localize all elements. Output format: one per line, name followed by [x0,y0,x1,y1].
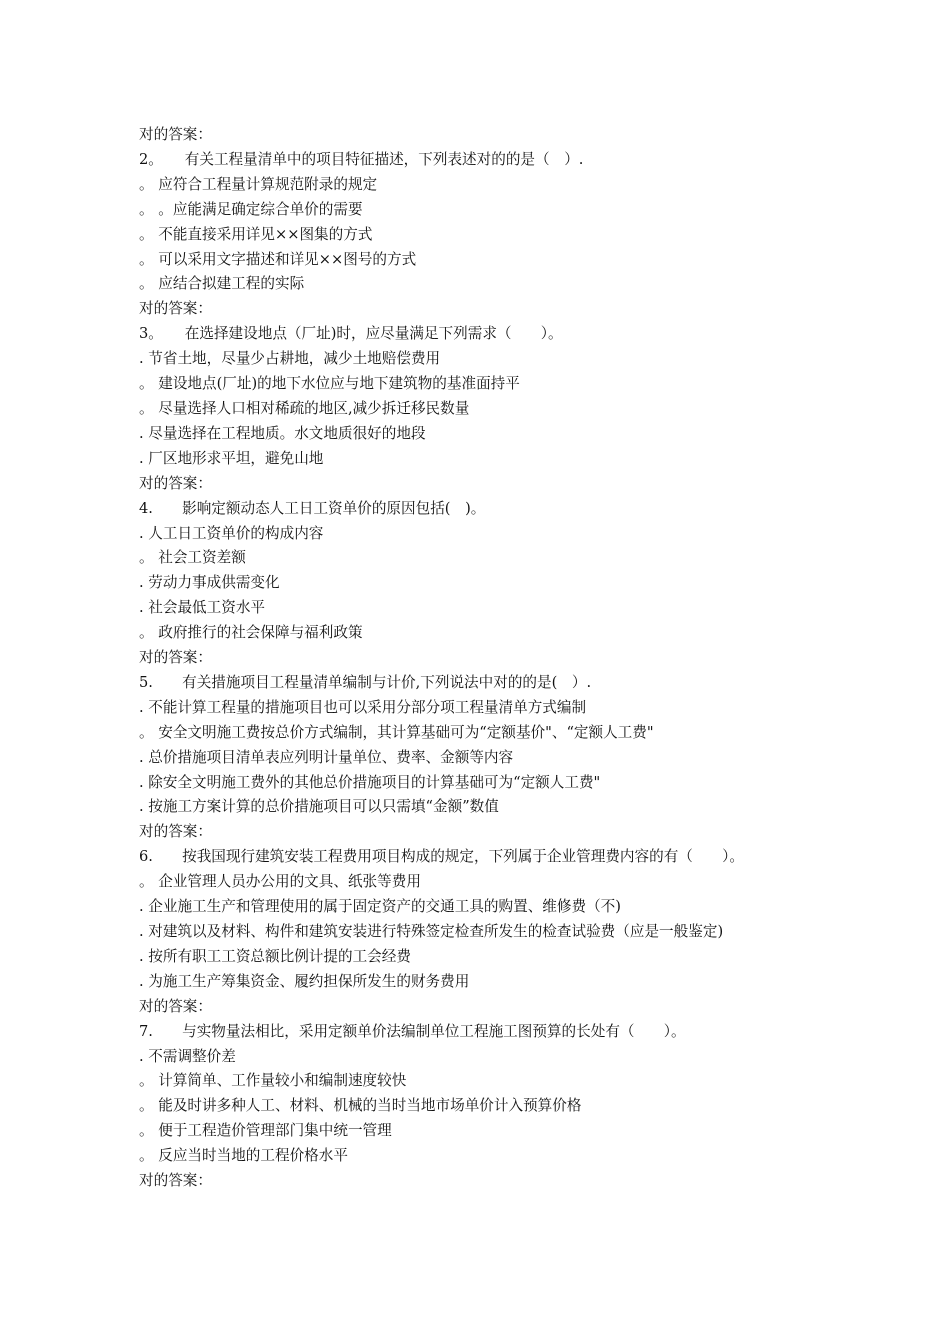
question-7-option: 。 计算简单、工作量较小和编制速度较快 [139,1072,407,1090]
question-3-option: . 节省土地，尽量少占耕地，减少土地赔偿费用 [139,350,441,368]
question-2-option: 。 可以采用文字描述和详见××图号的方式 [139,250,417,268]
question-4-option: 。 社会工资差额 [139,549,246,567]
question-7-option: 。 便于工程造价管理部门集中统一管理 [139,1122,392,1140]
question-7-option: . 不需调整价差 [139,1047,236,1065]
answer-label: 对的答案： [139,300,212,318]
question-6-option: 。 企业管理人员办公用的文具、纸张等费用 [139,873,421,891]
question-2: 2。 有关工程量清单中的项目特征描述，下列表述对的的是（ ）. [139,150,584,168]
answer-label: 对的答案： [139,997,212,1015]
question-5: 5. 有关措施项目工程量清单编制与计价,下列说法中对的的是( ）. [139,673,592,691]
question-4-option: . 人工日工资单价的构成内容 [139,524,324,542]
question-2-option: 。 不能直接采用详见××图集的方式 [139,225,373,243]
document-body [139,123,819,1194]
question-4-option: . 劳动力事成供需变化 [139,574,280,592]
question-5-option: . 不能计算工程量的措施项目也可以采用分部分项工程量清单方式编制 [139,698,587,716]
question-6-option: . 为施工生产筹集资金、履约担保所发生的财务费用 [139,972,470,990]
question-3-option: . 厂区地形求平坦，避免山地 [139,449,324,467]
question-6-option: . 对建筑以及材料、构件和建筑安装进行特殊签定检查所发生的检查试验费（应是一般鉴定) [139,923,724,940]
answer-label: 对的答案： [139,1172,212,1190]
question-4-option: 。 政府推行的社会保障与福利政策 [139,624,363,642]
question-2-option: 。 。应能满足确定综合单价的需要 [139,200,363,218]
question-5-option: 。 安全文明施工费按总价方式编制，其计算基础可为“定额基价"、“定额人工费" [139,723,654,741]
question-5-option: . 除安全文明施工费外的其他总价措施项目的计算基础可为“定额人工费" [139,773,601,791]
answer-label: 对的答案： [139,126,212,143]
question-3: 3。 在选择建设地点（厂址)时，应尽量满足下列需求（ ）。 [139,325,563,343]
question-7: 7. 与实物量法相比，采用定额单价法编制单位工程施工图预算的长处有（ ）。 [139,1022,686,1040]
question-4: 4. 影响定额动态人工日工资单价的原因包括( )。 [139,499,486,517]
question-7-option: 。 能及时讲多种人工、材料、机械的当时当地市场单价计入预算价格 [139,1097,582,1115]
question-4-option: . 社会最低工资水平 [139,599,266,617]
question-6-option: . 按所有职工工资总额比例计提的工会经费 [139,947,411,965]
question-3-option: . 尽量选择在工程地质。水文地质很好的地段 [139,424,426,442]
answer-label: 对的答案： [139,823,212,841]
question-5-option: . 总价措施项目清单表应列明计量单位、费率、金额等内容 [139,748,514,766]
answer-label: 对的答案： [139,649,212,667]
question-5-option: . 按施工方案计算的总价措施项目可以只需填“金额”数值 [139,798,499,816]
question-7-option: 。 反应当时当地的工程价格水平 [139,1147,348,1165]
question-2-option: 。 应符合工程量计算规范附录的规定 [139,175,378,193]
question-2-option: 。 应结合拟建工程的实际 [139,275,305,293]
question-3-option: 。 建设地点(厂址)的地下水位应与地下建筑物的基准面持平 [139,375,520,393]
answer-label: 对的答案： [139,474,212,492]
question-6-option: . 企业施工生产和管理使用的属于固定资产的交通工具的购置、维修费（不) [139,898,621,916]
question-6: 6. 按我国现行建筑安装工程费用项目构成的规定，下列属于企业管理费内容的有（ ）。 [139,848,744,866]
question-3-option: 。 尽量选择人口相对稀疏的地区,减少拆迁移民数量 [139,399,470,417]
